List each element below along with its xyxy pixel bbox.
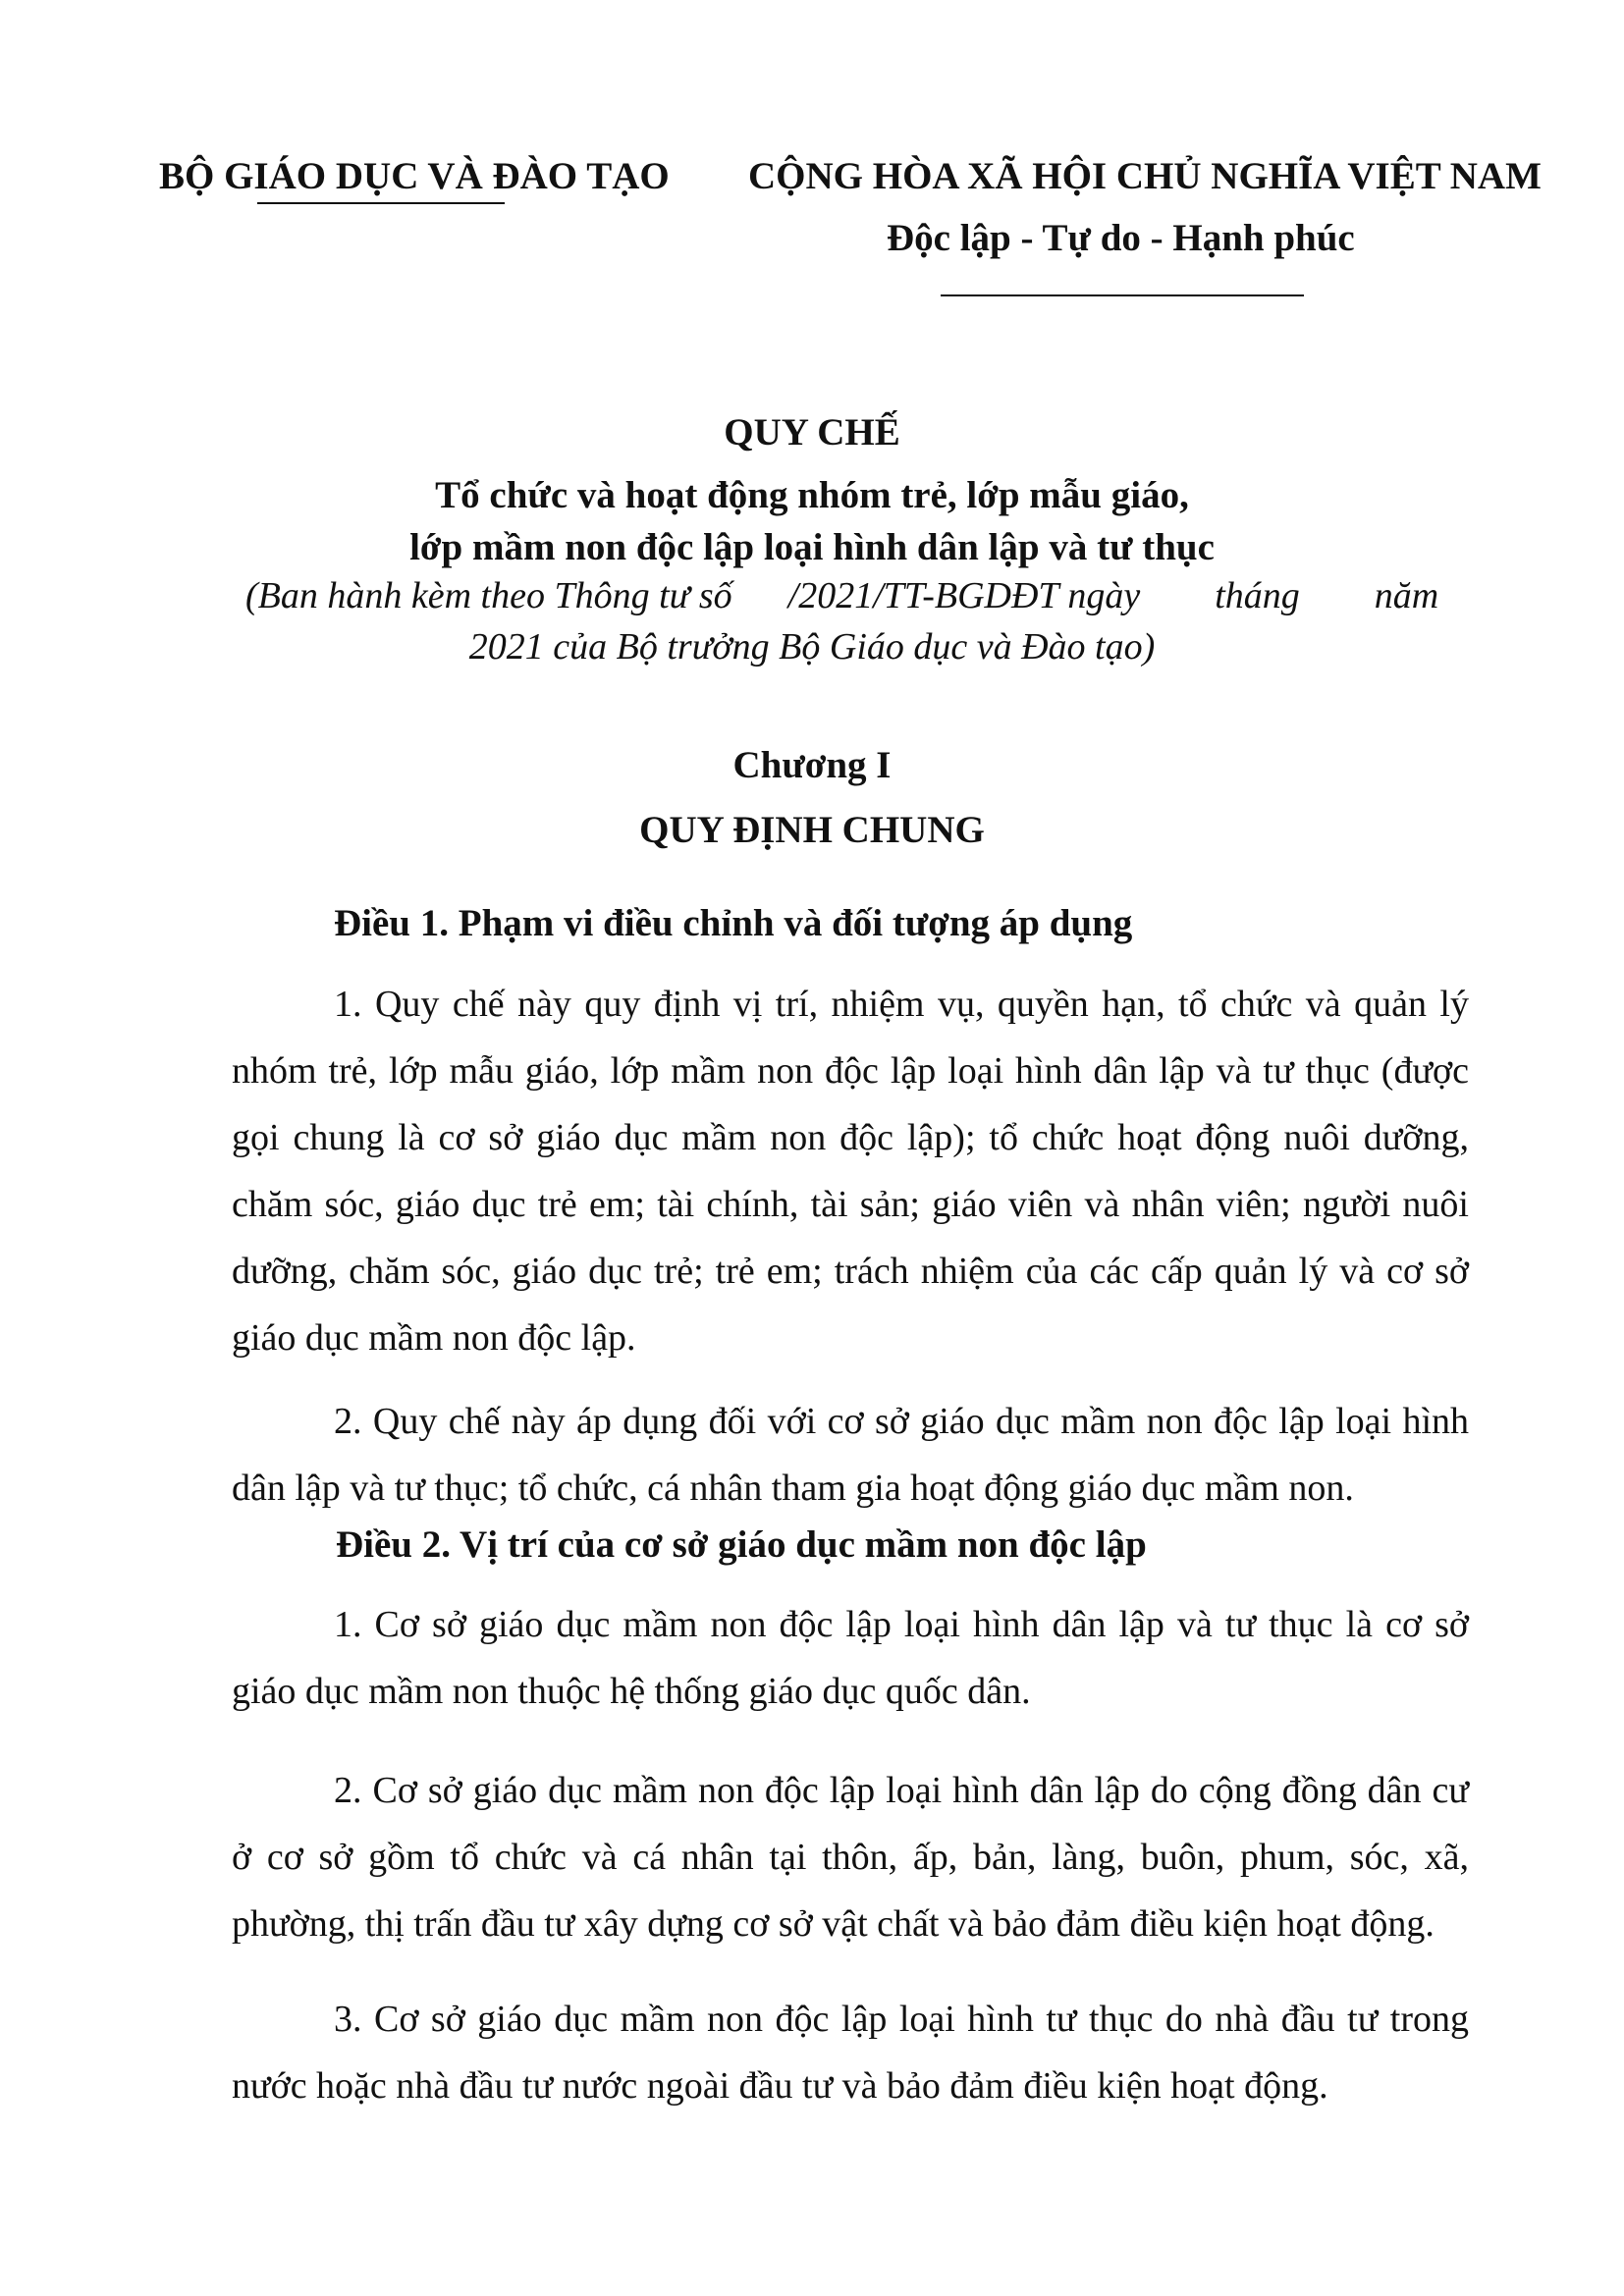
chapter-name: QUY ĐỊNH CHUNG xyxy=(639,809,985,851)
national-motto: Độc lập - Tự do - Hạnh phúc xyxy=(887,217,1355,259)
document-subtitle-line-1: Tổ chức và hoạt động nhóm trẻ, lớp mẫu giáo, xyxy=(435,474,1189,516)
article-2-heading: Điều 2. Vị trí của cơ sở giáo dục mầm non độc lập xyxy=(336,1523,1147,1566)
document-subtitle-line-2: lớp mầm non độc lập loại hình dân lập và tư thục xyxy=(409,526,1215,568)
issuance-note-line-2: 2021 của Bộ trưởng Bộ Giáo dục và Đào tạo) xyxy=(468,626,1156,667)
document-title: QUY CHẾ xyxy=(724,411,900,454)
ministry-underline xyxy=(257,202,505,204)
issuance-note-line-1: (Ban hành kèm theo Thông tư số /2021/TT-BGDĐT ngày tháng năm xyxy=(245,575,1439,616)
ministry-name: BỘ GIÁO DỤC VÀ ĐÀO TẠO xyxy=(159,155,670,197)
article-1-paragraph-2: 2. Quy chế này áp dụng đối với cơ sở giáo dục mầm non độc lập loại hình dân lập và tư thục; tổ chức, cá nhân tham gia hoạt động giáo dục mầm non. xyxy=(232,1401,1469,1509)
article-1-heading: Điều 1. Phạm vi điều chỉnh và đối tượng áp dụng xyxy=(334,902,1133,944)
article-2-paragraph-3: 3. Cơ sở giáo dục mầm non độc lập loại hình tư thục do nhà đầu tư trong nước hoặc nhà đầu tư nước ngoài đầu tư và bảo đảm điều kiện hoạt động. xyxy=(232,1999,1469,2107)
republic-name: CỘNG HÒA XÃ HỘI CHỦ NGHĨA VIỆT NAM xyxy=(748,155,1542,197)
article-1-paragraph-1: 1. Quy chế này quy định vị trí, nhiệm vụ, quyền hạn, tổ chức và quản lý nhóm trẻ, lớp mẫu giáo, lớp mầm non độc lập loại hình dân lập và tư thục (được gọi chung là cơ sở giáo dục mầm non độc lập); tổ chức hoạt động nuôi dưỡng, chăm sóc, giáo dục trẻ em; tài chính, tài sản; giáo viên và nhân viên; người nuôi dưỡng, chăm sóc, giáo dục trẻ; trẻ em; trách nhiệm của các cấp quản lý và cơ sở giáo dục mầm non độc lập. xyxy=(232,984,1469,1359)
motto-underline xyxy=(941,294,1304,296)
article-2-paragraph-1: 1. Cơ sở giáo dục mầm non độc lập loại hình dân lập và tư thục là cơ sở giáo dục mầm non thuộc hệ thống giáo dục quốc dân. xyxy=(232,1604,1469,1712)
chapter-number: Chương I xyxy=(732,744,892,786)
article-2-paragraph-2: 2. Cơ sở giáo dục mầm non độc lập loại hình dân lập do cộng đồng dân cư ở cơ sở gồm tổ chức và cá nhân tại thôn, ấp, bản, làng, buôn, phum, sóc, xã, phường, thị trấn đầu tư xây dựng cơ sở vật chất và bảo đảm điều kiện hoạt động. xyxy=(232,1770,1469,1945)
